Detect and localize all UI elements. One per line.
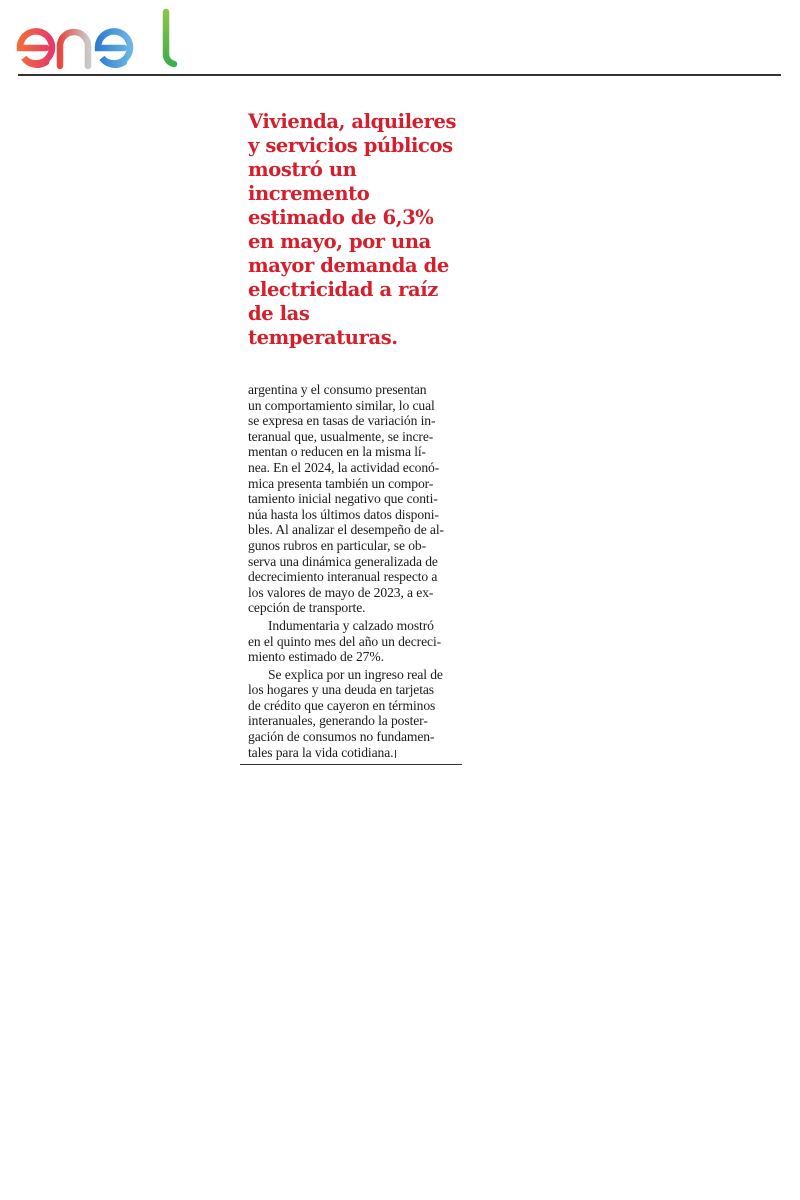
article-paragraph-last bbox=[248, 667, 470, 761]
enel-logo-icon bbox=[16, 8, 178, 70]
article-body bbox=[248, 382, 470, 760]
article-bottom-rule bbox=[240, 764, 462, 765]
end-of-article-mark bbox=[395, 750, 396, 758]
enel-logo bbox=[16, 8, 178, 70]
article-headline: Vivienda, alquileres y servicios públicos mostró un incremento estimado de 6,3% en mayo, por una mayor demanda de electricidad a raíz de las temperaturas. bbox=[248, 110, 457, 349]
page-header bbox=[0, 0, 800, 80]
header-divider bbox=[18, 74, 781, 76]
article-paragraph: argentina y el consumo presentan un comportamiento similar, lo cual se expresa en tasas de variación in- teranual que, usualmente, se incre- mentan o reducen en la misma lí- nea. En el 2024, la actividad econó- mica presenta también un compor- tamiento inicial negativo que conti- núa hasta los últimos datos disponi- bles. Al analizar el desempeño de al- gunos rubros en particular, se ob- serva una dinámica generalizada de decrecimiento interanual respecto a los valores de mayo de 2023, a ex- cepción de transporte. bbox=[248, 382, 444, 616]
article-clipping bbox=[248, 110, 470, 762]
article-paragraph-text: Se explica por un ingreso real de los hogares y una deuda en tarjetas de crédito que cayeron en términos interanuales, generando la poster- gación de consumos no fundamen- tales para la vida cotidiana. bbox=[248, 666, 443, 760]
article-paragraph: Indumentaria y calzado mostró en el quinto mes del año un decreci- miento estimado de 27%. bbox=[248, 617, 442, 665]
